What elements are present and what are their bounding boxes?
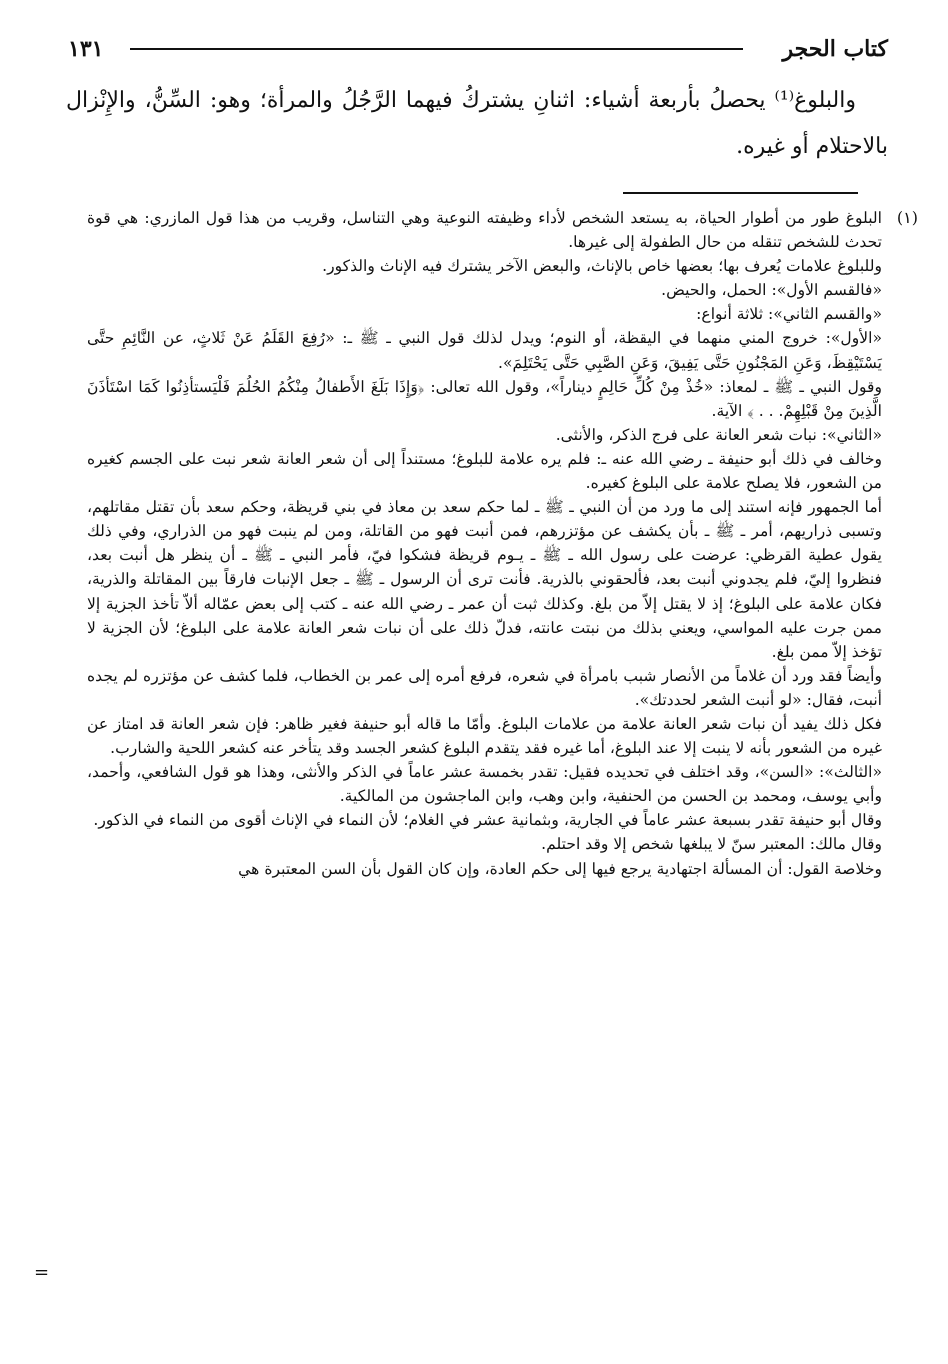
footnote-paragraph: وقال مالك: المعتبر سنّ لا يبلغها شخص إلا وقد احتلم. xyxy=(541,835,882,854)
footnote-separator xyxy=(623,192,858,194)
footnote-paragraph: وللبلوغ علامات يُعرف بها؛ بعضها خاص بالإناث، والبعض الآخر يشترك فيه الإناث والذكور. xyxy=(322,257,882,276)
footnote-paragraph: وخالف في ذلك أبو حنيفة ـ رضي الله عنه ـ: فلم يره علامة للبلوغ؛ مستنداً إلى أن شعر العانة شعر نبت على الجسم كغيره من الشعور، فلا يصلح علامة على البلوغ كغيره. xyxy=(87,449,882,493)
footnote-paragraph: «الثالث»: «السن»، وقد اختلف في تحديده فقيل: تقدر بخمسة عشر عاماً في الذكر والأنثى، وهذا هو قول الشافعي، وأحمد، وأبي يوسف، ومحمد بن الحسن من الحنفية، وابن وهب، وابن الماجشون من المالكية. xyxy=(87,763,882,806)
footnote-1 xyxy=(87,206,918,881)
header-rule xyxy=(130,48,743,50)
footnote-paragraph: وقول النبي ـ ﷺ ـ لمعاذ: «خُذْ مِنْ كُلِّ حَالِمٍ ديناراً»، وقول الله تعالى: ﴿وَإِذَا بَلَغَ الأَطفالُ مِنْكُمُ الحُلُمَ فَلْيَستأذِنُوا كَمَا اسْتَأذَنَ الَّذِينَ مِنْ قَبْلِهِمْ. . . ﴾ الآية. xyxy=(87,377,882,420)
footnote-paragraph: وقال أبو حنيفة تقدر بسبعة عشر عاماً في الجارية، وبثمانية عشر في الغلام؛ لأن النماء في الإناث أقوى من النماء في الذكور. xyxy=(93,811,882,830)
footnote-paragraph: فكل ذلك يفيد أن نبات شعر العانة علامة من علامات البلوغ. وأمّا ما قاله أبو حنيفة فغير ظاهر: فإن شعر العانة قد امتاز عن غيره من الشعور بأنه لا ينبت إلا عند البلوغ، أما غيره فقد يتقدم البلوغ كشعر الجسد وقد يتأخر عنه كشعر اللحية والشارب. xyxy=(87,714,882,758)
chapter-title: كتاب الحجر xyxy=(782,36,888,62)
footnote-paragraph: وخلاصة القول: أن المسألة اجتهادية يرجع فيها إلى حكم العادة، وإن كان القول بأن السن المعتبرة هي xyxy=(238,859,882,878)
footnote-marker: (١) xyxy=(896,208,918,227)
running-header xyxy=(68,32,888,62)
footnote-paragraph: «والقسم الثاني»: ثلاثة أنواع: xyxy=(696,305,882,324)
main-paragraph: والبلوغ⁽¹⁾ يحصلُ بأربعة أشياء: اثنانِ يشتركُ فيهما الرَّجُلُ والمرأة؛ وهو: السِّنُّ، والإِنْزال بالاحتلام أو غيره. xyxy=(66,88,888,159)
page-number: ١٣١ xyxy=(68,36,104,62)
continuation-mark: = xyxy=(34,1262,50,1283)
main-text xyxy=(66,78,888,170)
footnote-paragraph: البلوغ طور من أطوار الحياة، به يستعد الشخص لأداء وظيفته النوعية وهي التناسل، وقريب من هذا قول المازري: هي قوة تحدث للشخص تنقله من حال الطفولة إلى غيرها. xyxy=(87,209,882,252)
footnote-paragraph: «فالقسم الأول»: الحمل، والحيض. xyxy=(661,281,882,300)
footnote-paragraph: وأيضاً فقد ورد أن غلاماً من الأنصار شبب بامرأة في شعره، فرفع أمره إلى عمر بن الخطاب، فلما كشف عن مؤتزره لم يجده أنبت، فقال: «لو أنبت الشعر لحددتك». xyxy=(87,666,882,709)
footnote-paragraph: «الأول»: خروج المني منهما في اليقظة، أو النوم؛ ويدل لذلك قول النبي ـ ﷺ ـ: «رُفِعَ القَلَمُ عَنْ ثَلاثٍ، عن النَّائِمِ حتَّى يَسْتَيْقِظَ، وَعَنِ المَجْنُونِ حَتَّى يَفِيقَ، وَعَنِ الصَّبِي حَتَّى يَحْتَلِمَ». xyxy=(87,329,882,372)
footnote-paragraph: «الثاني»: نبات شعر العانة على فرج الذكر، والأنثى. xyxy=(555,425,882,444)
footnotes xyxy=(87,206,918,881)
footnote-paragraph: أما الجمهور فإنه استند إلى ما ورد من أن النبي ـ ﷺ ـ لما حكم سعد بن معاذ في بني قريظة، وحكم سعد بأن تقتل مقاتلهم، وتسبى ذراريهم، أمر ـ ﷺ ـ بأن يكشف عن مؤتزرهم، فمن أنبت فهو من القاتلة، ومن لم ينبت فهو من الذراري، وفي ذلك يقول عطية القرظي: عرضت على رسول الله ـ ﷺ ـ يـوم قريظة فشكوا فيّ، فأمر النبي ـ ﷺ ـ أن ينظر هل أنبت بعد، فنظروا إليّ، فلم يجدوني أنبت بعد، فألحقوني بالذرية. فأنت ترى أن الرسول ـ ﷺ ـ جعل الإنبات فارقاً بين المقاتلة والذرية، فكان علامة على البلوغ؛ إذ لا يقتل إلاّ من بلغ. وكذلك ثبت أن عمر ـ رضي الله عنه ـ كتب إلى بعض عمّاله ألاّ تأخذ الجزية إلا ممن جرت عليه المواسي، ويعني بذلك من نبتت عانته، فدلّ ذلك على أن نبات شعر العانة علامة على البلوغ؛ لأن الجزية لا تؤخذ إلاّ ممن بلغ. xyxy=(87,498,882,661)
